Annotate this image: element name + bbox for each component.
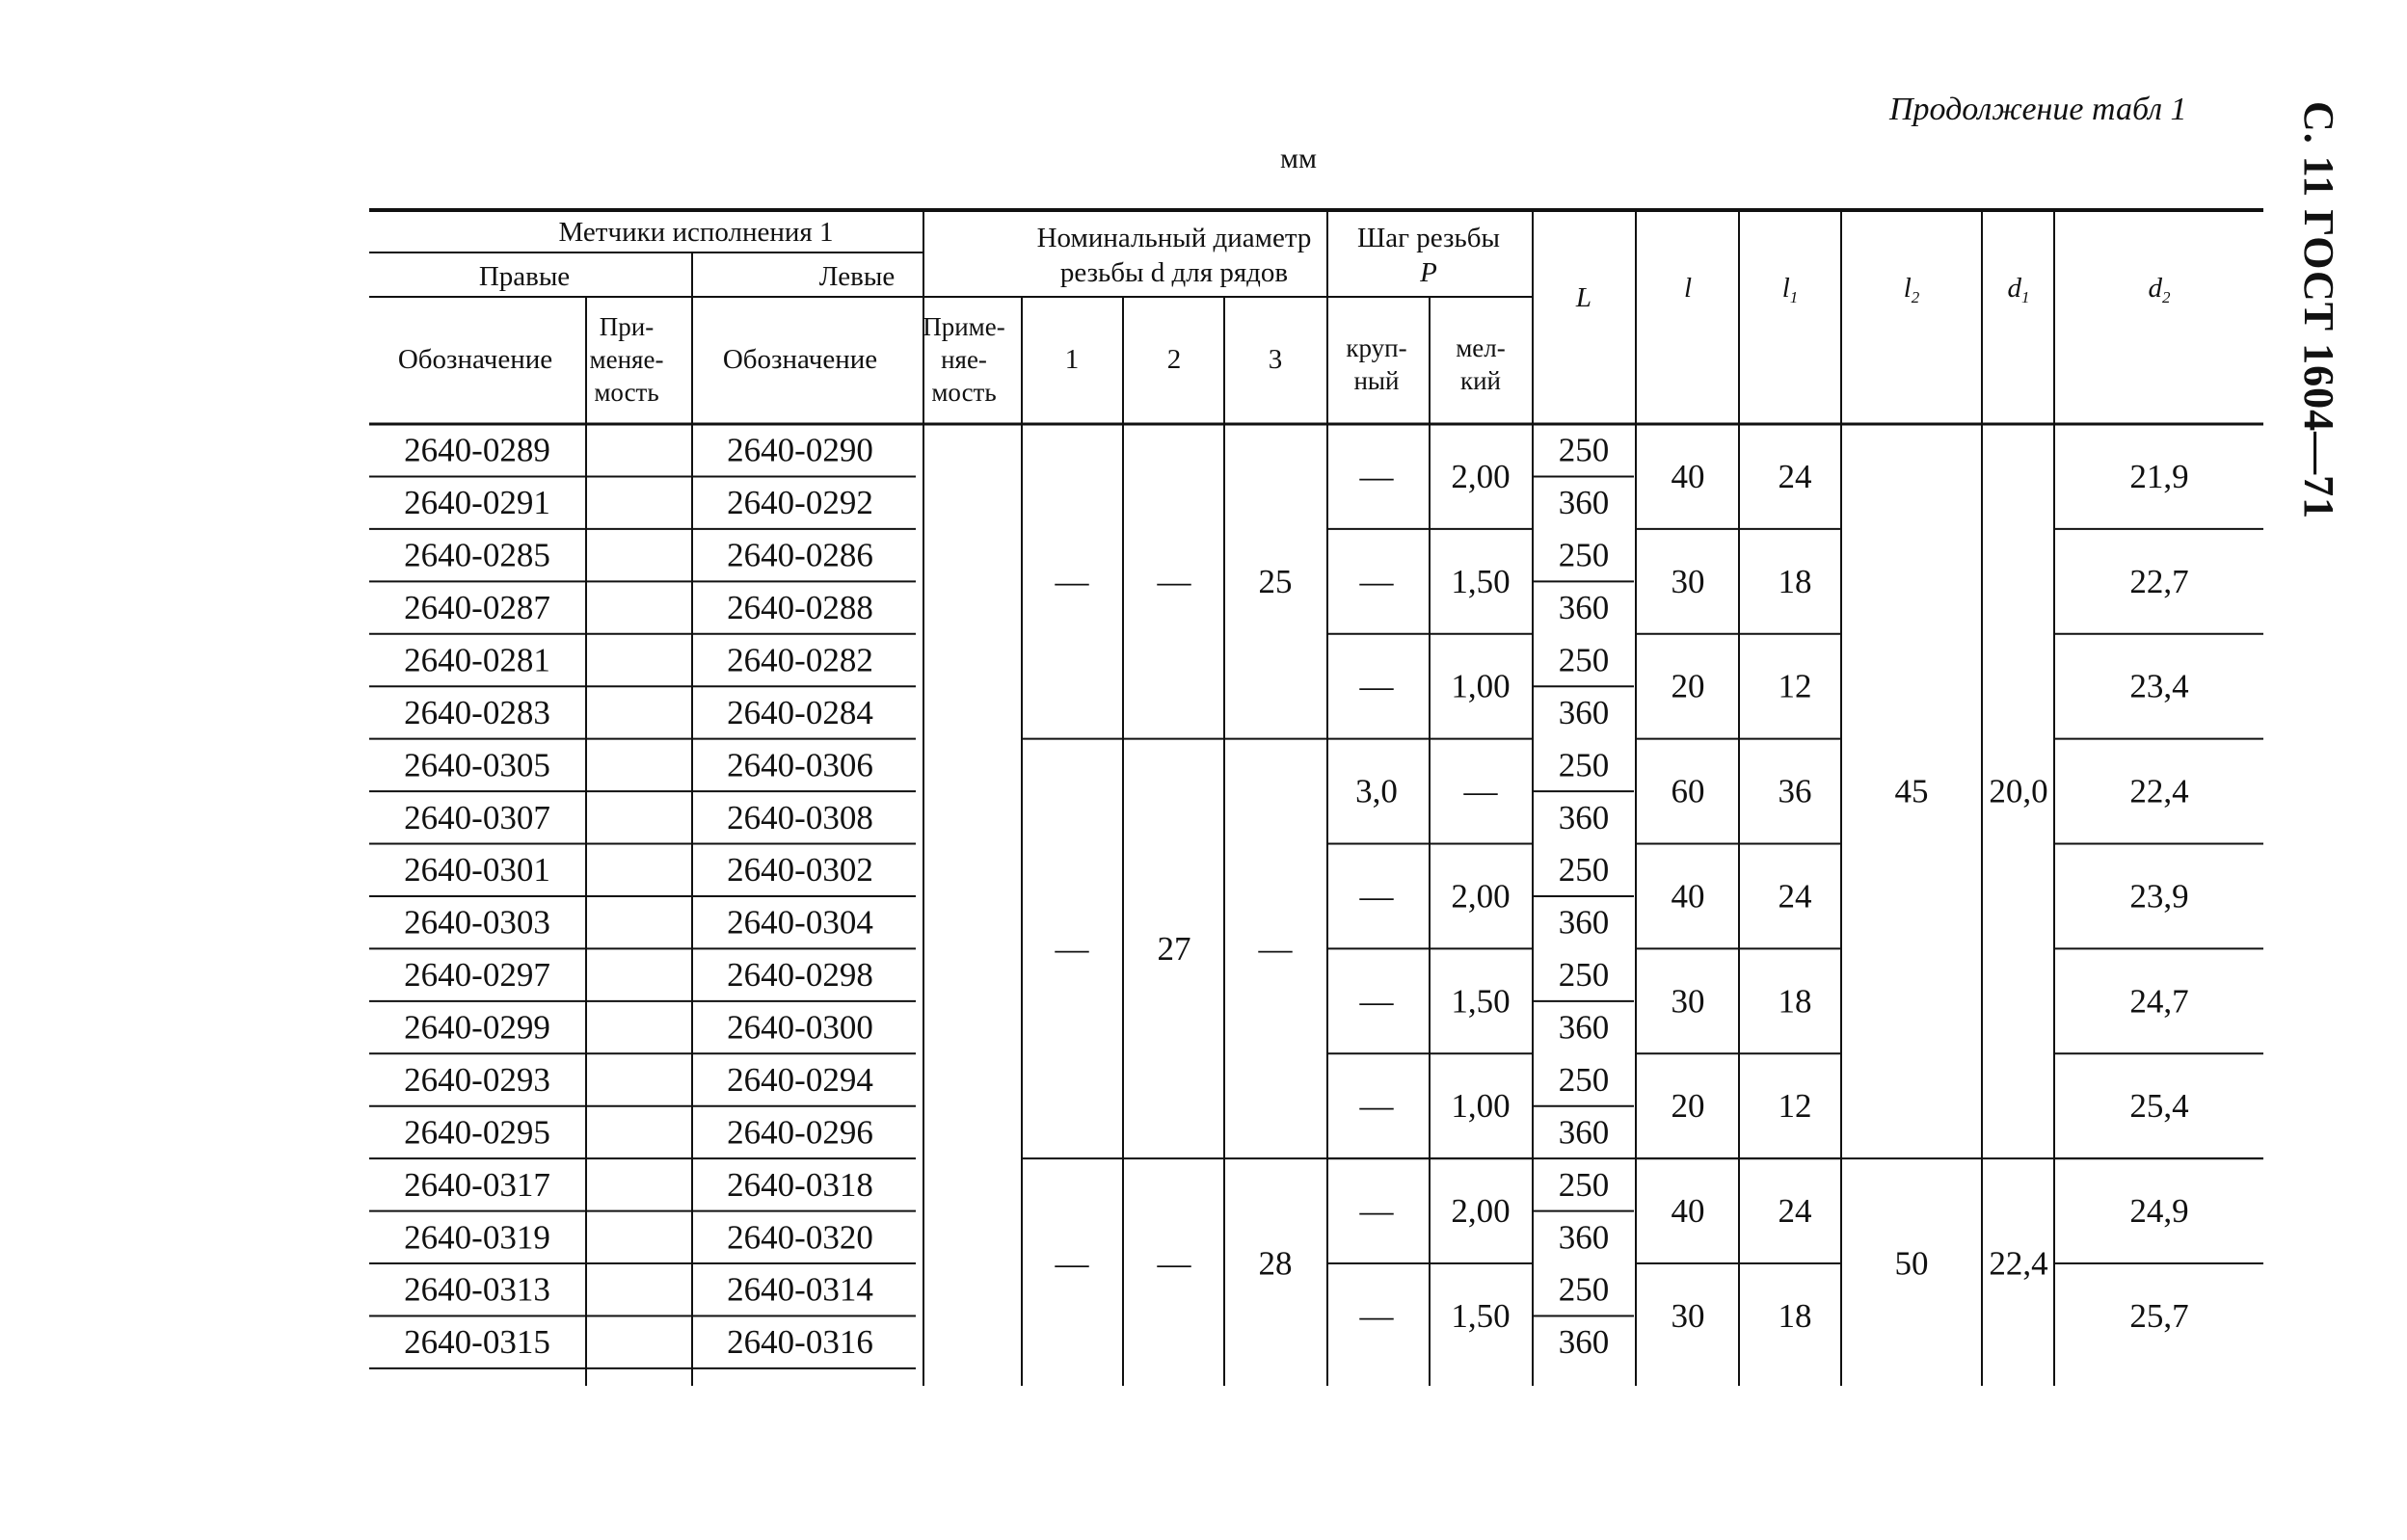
value-l: 40 xyxy=(1671,877,1705,916)
header-applicability-left-1: Приме- xyxy=(923,312,1005,341)
header-fine-1: мел- xyxy=(1456,333,1506,362)
header-pitch-1: Шаг резьбы xyxy=(1357,223,1500,253)
row-L: 250 xyxy=(1558,956,1610,995)
row-L: 360 xyxy=(1558,484,1610,522)
value-l1: 12 xyxy=(1778,667,1812,705)
row-L: 360 xyxy=(1558,903,1610,942)
pitch-fine: 1,00 xyxy=(1451,667,1511,705)
header-applicability-right-3: мость xyxy=(594,378,659,407)
pitch-fine: — xyxy=(1463,772,1498,810)
header-nominal-1: Номинальный диаметр xyxy=(1036,223,1312,253)
row-right-designation: 2640-0291 xyxy=(404,484,550,522)
row2-diameter: 27 xyxy=(1157,929,1191,968)
row-L: 250 xyxy=(1558,851,1610,889)
unit-label: мм xyxy=(1280,143,1317,174)
header-applicability-right-2: меняе- xyxy=(589,345,664,374)
row-left-designation: 2640-0290 xyxy=(727,431,873,469)
value-l1: 24 xyxy=(1778,457,1812,495)
header-coarse-2: ный xyxy=(1353,366,1400,395)
header-applicability-left-3: мость xyxy=(931,378,997,407)
value-l: 30 xyxy=(1671,982,1705,1021)
row-left-designation: 2640-0318 xyxy=(727,1165,873,1204)
value-d2: 25,7 xyxy=(2129,1296,2189,1335)
value-l1: 36 xyxy=(1778,772,1812,810)
row-L: 250 xyxy=(1558,641,1610,679)
row-left-designation: 2640-0320 xyxy=(727,1218,873,1257)
row-L: 360 xyxy=(1558,1218,1610,1257)
pitch-fine: 2,00 xyxy=(1451,457,1511,495)
value-d2: 23,4 xyxy=(2129,667,2189,705)
value-d2: 21,9 xyxy=(2129,457,2189,495)
row1-diameter: — xyxy=(1055,929,1089,968)
value-l: 30 xyxy=(1671,1296,1705,1335)
header-applicability-left-2: няе- xyxy=(941,345,987,374)
value-l2: 45 xyxy=(1894,772,1929,810)
continuation-label: Продолжение табл 1 xyxy=(1889,92,2187,127)
pitch-coarse: — xyxy=(1359,667,1394,705)
row-left-designation: 2640-0284 xyxy=(727,693,873,731)
header-d2: $d_2$ xyxy=(2148,273,2171,306)
pitch-fine: 1,50 xyxy=(1451,562,1511,600)
row-left-designation: 2640-0306 xyxy=(727,746,873,784)
row-right-designation: 2640-0287 xyxy=(404,589,550,627)
row-left-designation: 2640-0282 xyxy=(727,641,873,679)
row-L: 250 xyxy=(1558,1270,1610,1309)
row-L: 250 xyxy=(1558,746,1610,784)
pitch-coarse: — xyxy=(1359,562,1394,600)
header-right: Правые xyxy=(478,261,571,292)
pitch-coarse: 3,0 xyxy=(1355,772,1398,810)
header-pitch-2: P xyxy=(1420,257,1437,288)
row-right-designation: 2640-0285 xyxy=(404,536,550,574)
value-l1: 18 xyxy=(1778,1296,1812,1335)
row-left-designation: 2640-0300 xyxy=(727,1008,873,1047)
row-right-designation: 2640-0293 xyxy=(404,1060,550,1099)
row-right-designation: 2640-0281 xyxy=(404,641,550,679)
pitch-fine: 1,50 xyxy=(1451,1296,1511,1335)
row-right-designation: 2640-0305 xyxy=(404,746,550,784)
header-fine-2: кий xyxy=(1459,366,1502,395)
row1-diameter: — xyxy=(1055,1244,1089,1283)
row-right-designation: 2640-0289 xyxy=(404,431,550,469)
header-row-2: 2 xyxy=(1166,344,1182,375)
pitch-coarse: — xyxy=(1359,457,1394,495)
value-d2: 23,9 xyxy=(2129,877,2189,916)
header-designation-right: Обозначение xyxy=(397,344,553,375)
row-left-designation: 2640-0288 xyxy=(727,589,873,627)
row-left-designation: 2640-0286 xyxy=(727,536,873,574)
pitch-fine: 2,00 xyxy=(1451,1192,1511,1231)
pitch-coarse: — xyxy=(1359,1087,1394,1126)
row1-diameter: — xyxy=(1055,562,1089,600)
header-designation-left: Обозначение xyxy=(722,344,878,375)
row3-diameter: — xyxy=(1258,929,1293,968)
value-d2: 22,7 xyxy=(2129,562,2189,600)
pitch-fine: 1,50 xyxy=(1451,982,1511,1021)
pitch-coarse: — xyxy=(1359,877,1394,916)
value-l1: 12 xyxy=(1778,1087,1812,1126)
row2-diameter: — xyxy=(1157,562,1191,600)
value-l: 40 xyxy=(1671,1192,1705,1231)
row-L: 360 xyxy=(1558,693,1610,731)
header-l1: $l_1$ xyxy=(1781,273,1799,306)
row-right-designation: 2640-0315 xyxy=(404,1323,550,1362)
row-left-designation: 2640-0304 xyxy=(727,903,873,942)
header-left: Левые xyxy=(818,261,896,292)
pitch-coarse: — xyxy=(1359,1192,1394,1231)
header-l: l xyxy=(1683,273,1693,304)
value-d2: 25,4 xyxy=(2129,1087,2189,1126)
pitch-coarse: — xyxy=(1359,1296,1394,1335)
row-L: 360 xyxy=(1558,1113,1610,1152)
header-l2: $l_2$ xyxy=(1903,273,1920,306)
value-d2: 24,7 xyxy=(2129,982,2189,1021)
row-right-designation: 2640-0317 xyxy=(404,1165,550,1204)
value-l1: 24 xyxy=(1778,1192,1812,1231)
header-row-3: 3 xyxy=(1268,344,1283,375)
value-l: 30 xyxy=(1671,562,1705,600)
value-l1: 24 xyxy=(1778,877,1812,916)
header-coarse-1: круп- xyxy=(1346,333,1407,362)
pitch-fine: 2,00 xyxy=(1451,877,1511,916)
value-l1: 18 xyxy=(1778,982,1812,1021)
value-d1: 22,4 xyxy=(1989,1244,2048,1283)
row-L: 250 xyxy=(1558,1165,1610,1204)
value-d2: 22,4 xyxy=(2129,772,2189,810)
row-L: 360 xyxy=(1558,798,1610,836)
row-right-designation: 2640-0307 xyxy=(404,798,550,836)
pitch-fine: 1,00 xyxy=(1451,1087,1511,1126)
row-left-designation: 2640-0292 xyxy=(727,484,873,522)
pitch-coarse: — xyxy=(1359,982,1394,1021)
row-right-designation: 2640-0299 xyxy=(404,1008,550,1047)
row-left-designation: 2640-0308 xyxy=(727,798,873,836)
row-L: 360 xyxy=(1558,1323,1610,1362)
row-right-designation: 2640-0301 xyxy=(404,851,550,889)
row-right-designation: 2640-0297 xyxy=(404,956,550,995)
row-L: 250 xyxy=(1558,431,1610,469)
value-l: 20 xyxy=(1671,667,1705,705)
row-right-designation: 2640-0313 xyxy=(404,1270,550,1309)
row-left-designation: 2640-0302 xyxy=(727,851,873,889)
row-L: 360 xyxy=(1558,589,1610,627)
header-applicability-right-1: При- xyxy=(599,312,655,341)
row-right-designation: 2640-0319 xyxy=(404,1218,550,1257)
row-right-designation: 2640-0295 xyxy=(404,1113,550,1152)
value-l2: 50 xyxy=(1894,1244,1929,1283)
value-l1: 18 xyxy=(1778,562,1812,600)
header-group: Метчики исполнения 1 xyxy=(558,217,834,248)
header-row-1: 1 xyxy=(1064,344,1080,375)
value-d1: 20,0 xyxy=(1989,772,2048,810)
value-l: 20 xyxy=(1671,1087,1705,1126)
row-right-designation: 2640-0303 xyxy=(404,903,550,942)
row-L: 250 xyxy=(1558,1060,1610,1099)
row-left-designation: 2640-0314 xyxy=(727,1270,873,1309)
row-left-designation: 2640-0296 xyxy=(727,1113,873,1152)
row3-diameter: 25 xyxy=(1258,562,1293,600)
value-l: 40 xyxy=(1671,457,1705,495)
header-L: L xyxy=(1575,282,1592,313)
row3-diameter: 28 xyxy=(1258,1244,1293,1283)
value-l: 60 xyxy=(1671,772,1705,810)
page-side-title: С. 11 ГОСТ 1604—71 xyxy=(2295,101,2342,520)
row-left-designation: 2640-0316 xyxy=(727,1323,873,1362)
row-right-designation: 2640-0283 xyxy=(404,693,550,731)
row2-diameter: — xyxy=(1157,1244,1191,1283)
row-L: 360 xyxy=(1558,1008,1610,1047)
header-d1: $d_1$ xyxy=(2007,273,2030,306)
value-d2: 24,9 xyxy=(2129,1192,2189,1231)
row-left-designation: 2640-0294 xyxy=(727,1060,873,1099)
row-left-designation: 2640-0298 xyxy=(727,956,873,995)
header-nominal-2: резьбы d для рядов xyxy=(1059,257,1289,288)
row-L: 250 xyxy=(1558,536,1610,574)
